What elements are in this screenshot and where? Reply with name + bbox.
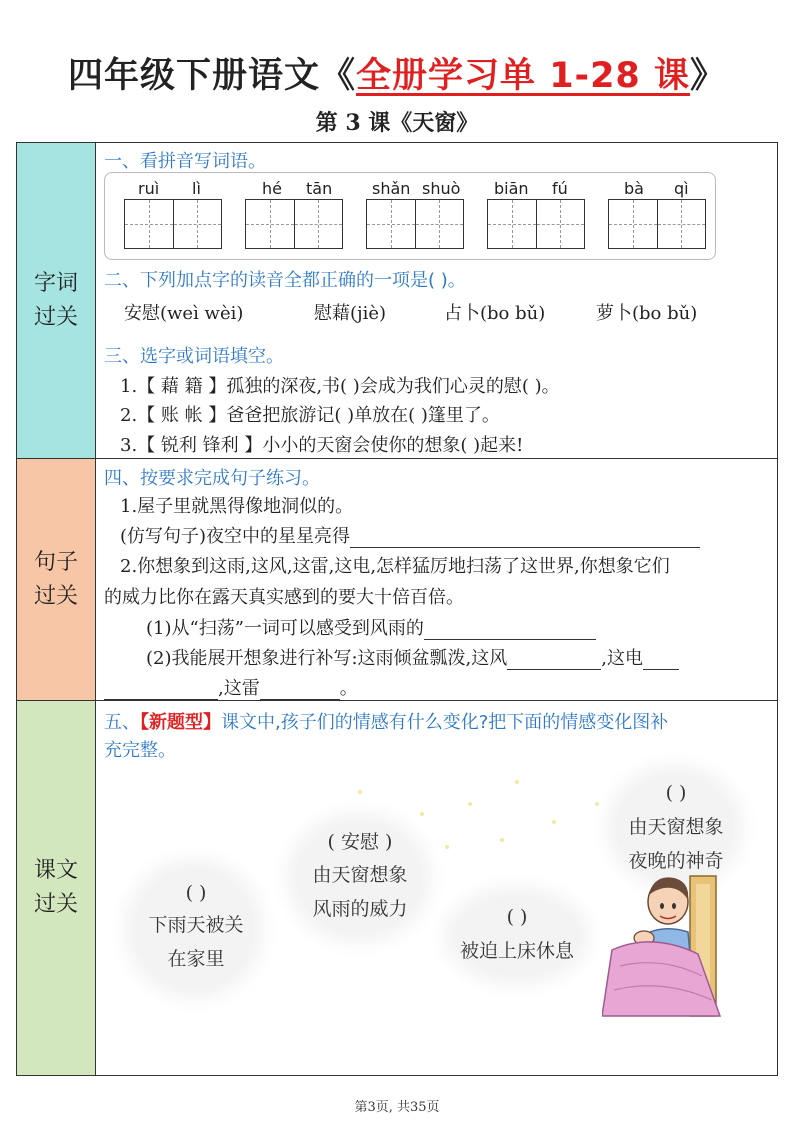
pinyin: bà <box>624 179 644 198</box>
fill-item: 2.【 账 帐 】爸爸把旅游记( )单放在( )篷里了。 <box>120 405 500 426</box>
title-prefix: 四年级下册语文《 <box>68 56 357 96</box>
writing-grid[interactable] <box>366 199 464 249</box>
sentence: 2.你想象到这雨,这风,这雷,这电,怎样猛厉地扫荡了这世界,你想象它们 <box>120 556 670 577</box>
page-number: 第3页, 共35页 <box>354 1100 440 1115</box>
title-suffix: 》 <box>689 56 726 96</box>
cloud-text: 被迫上床休息 <box>459 940 574 962</box>
question-2-title: 二、下列加点字的读音全都正确的一项是( )。 <box>104 270 466 291</box>
pinyin: ruì <box>138 179 160 198</box>
section-label-sentences: 句子 过关 <box>17 459 96 701</box>
pinyin: hé <box>262 179 282 198</box>
lesson-title: 第 3 课《天窗》 <box>315 110 479 136</box>
title-highlight: 全册学习单 1-28 课 <box>356 56 690 96</box>
sentence-prompt: (1)从“扫荡”一词可以感受到风雨的 <box>146 614 596 640</box>
cloud-text: 风雨的威力 <box>312 898 408 920</box>
answer-line[interactable] <box>104 681 218 700</box>
row-divider <box>17 700 777 701</box>
pinyin: biān <box>494 179 529 198</box>
sentence-prompt: (2)我能展开想象进行补写:这雨倾盆瓢泼,这风 ,这电 <box>146 644 679 670</box>
option-a: 安慰(weì wèi) <box>124 303 244 324</box>
sentence: 1.屋子里就黑得像地洞似的。 <box>120 496 354 517</box>
answer-line[interactable] <box>507 651 601 670</box>
cloud-text: 由天窗想象 <box>628 816 724 838</box>
writing-grid[interactable] <box>245 199 343 249</box>
question-5-title: 五、【新题型】课文中,孩子们的情感有什么变化?把下面的情感变化图补 <box>104 712 669 733</box>
option-d: 萝卜(bo bǔ) <box>596 303 698 324</box>
pinyin: fú <box>552 179 568 198</box>
answer-line[interactable] <box>643 651 679 670</box>
cloud-text: 下雨天被关 <box>148 914 244 936</box>
question-4-title: 四、按要求完成句子练习。 <box>104 468 320 489</box>
cloud-text: 由天窗想象 <box>312 864 408 886</box>
emotion-label: ( 安慰 ) <box>327 831 393 853</box>
section-label-text: 课文 过关 <box>17 701 96 1075</box>
cloud-text: 在家里 <box>167 948 225 970</box>
fill-item: 1.【 藉 籍 】孤独的深夜,书( )会成为我们心灵的慰( )。 <box>120 376 560 397</box>
sentence-prompt: ,这雷 。 <box>104 674 358 700</box>
cloud-text: 夜晚的神奇 <box>628 850 724 872</box>
option-b: 慰藉(jiè) <box>314 303 387 324</box>
emotion-blank[interactable]: ( ) <box>185 882 207 904</box>
writing-grid[interactable] <box>487 199 585 249</box>
writing-grid[interactable] <box>608 199 706 249</box>
pinyin: shuò <box>422 179 461 198</box>
pinyin: lì <box>192 179 201 198</box>
sentence-prompt: (仿写句子)夜空中的星星亮得 <box>120 522 700 548</box>
answer-line[interactable] <box>260 681 340 700</box>
option-c: 占卜(bo bǔ) <box>444 303 546 324</box>
answer-line[interactable] <box>424 621 596 640</box>
question-1-title: 一、看拼音写词语。 <box>104 151 266 172</box>
section-label-words: 字词 过关 <box>17 143 96 459</box>
fill-item: 3.【 锐利 锋利 】小小的天窗会使你的想象( )起来! <box>120 435 524 456</box>
row-divider <box>17 458 777 459</box>
writing-grid[interactable] <box>124 199 222 249</box>
answer-line[interactable] <box>350 529 700 548</box>
sentence: 的威力比你在露天真实感到的要大十倍百倍。 <box>104 587 464 608</box>
pinyin: qì <box>674 179 689 198</box>
question-3-title: 三、选字或词语填空。 <box>104 346 284 367</box>
question-5-title-cont: 充完整。 <box>104 740 176 761</box>
page-title <box>0 48 794 98</box>
child-in-bed-illustration <box>602 866 722 1026</box>
emotion-blank[interactable]: ( ) <box>665 782 687 804</box>
new-type-tag: 【新题型】 <box>140 712 221 733</box>
pinyin: tān <box>306 179 333 198</box>
emotion-blank[interactable]: ( ) <box>506 906 528 928</box>
pinyin: shǎn <box>372 179 411 198</box>
